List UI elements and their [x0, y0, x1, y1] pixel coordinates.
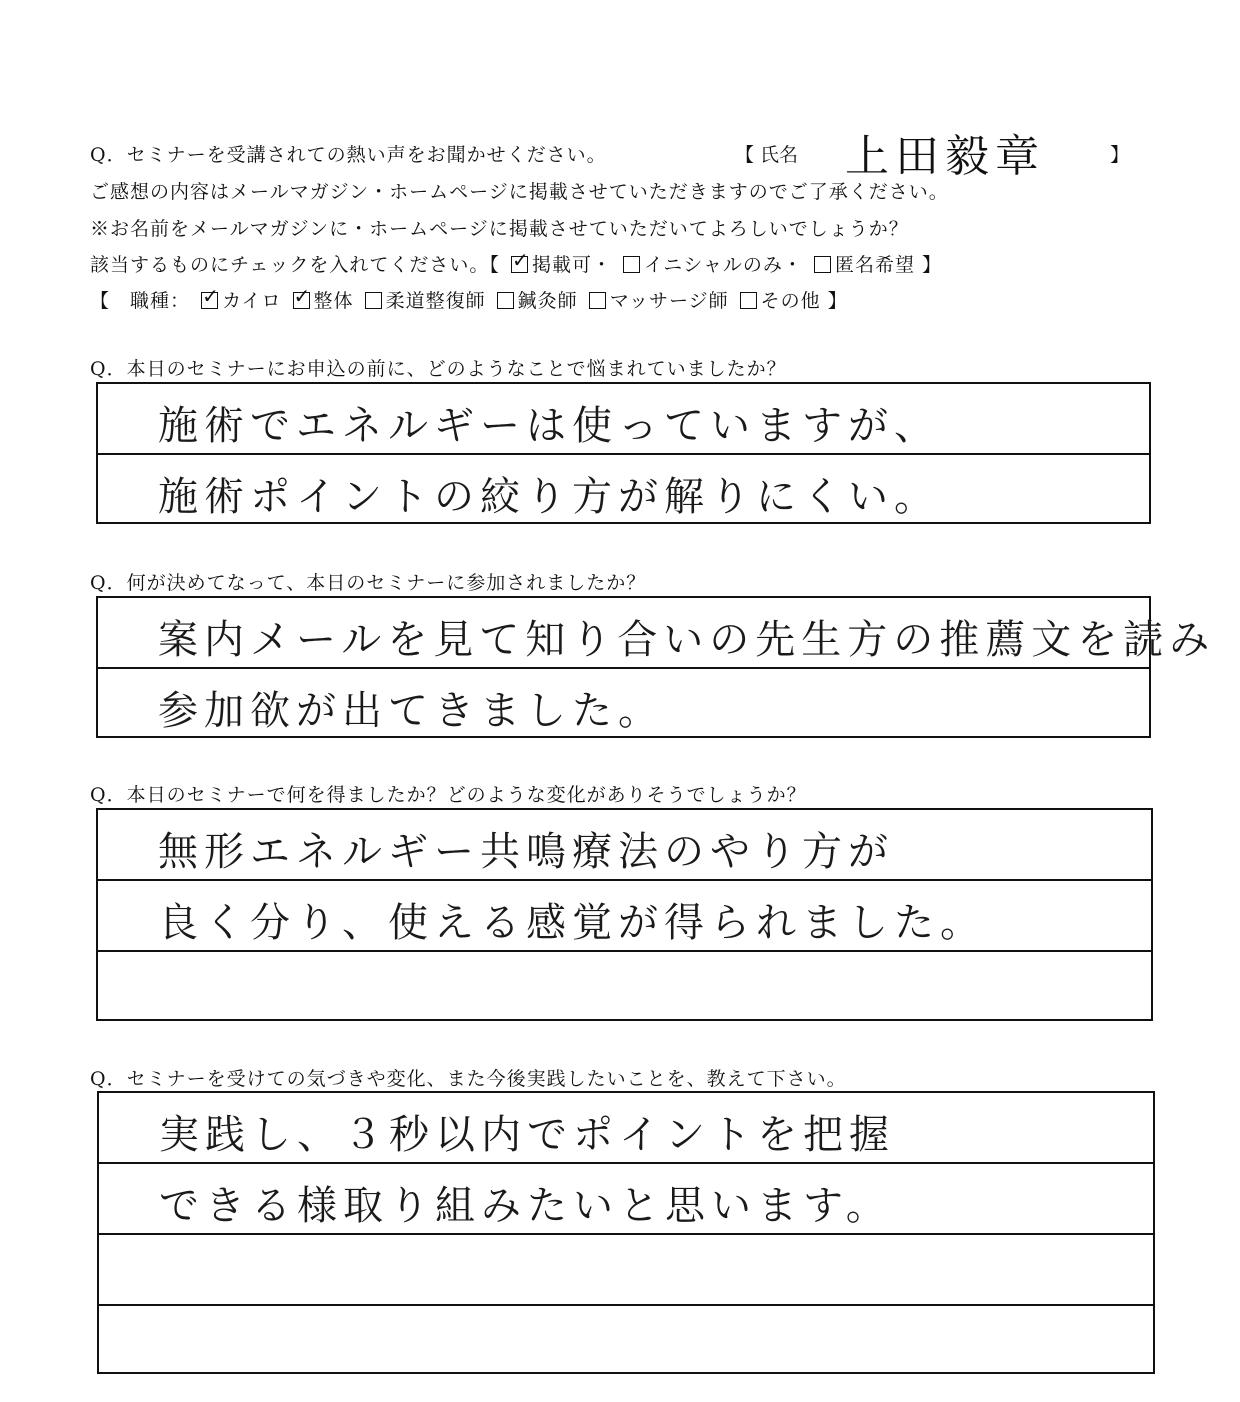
answer-box-4[interactable]: [97, 1091, 1155, 1374]
occupation-label-judo: 柔道整復師: [385, 290, 486, 312]
occupation-suffix: 】: [827, 290, 848, 312]
name-close: 】: [1110, 144, 1130, 166]
name-label: 【 氏名: [735, 144, 799, 166]
occupation-label-seitai: 整体: [313, 290, 354, 312]
occupation-label-massage: マッサージ師: [609, 290, 729, 312]
question-4: Q．セミナーを受けての気づきや変化、また今後実践したいことを、教えて下さい。: [90, 1068, 847, 1090]
checkbox-judo[interactable]: [365, 292, 382, 309]
question-3: Q．本日のセミナーで何を得ましたか？どのような変化がありそうでしょうか？: [90, 784, 807, 806]
occupation-label-acupuncture: 鍼灸師: [517, 290, 578, 312]
occupation-row: [90, 286, 848, 313]
answer-line[interactable]: [99, 1235, 1153, 1306]
notice-line: ご感想の内容はメールマガジン・ホームページに掲載させていただきますのでご了承ください。: [90, 181, 949, 203]
occupation-label-other: その他: [760, 290, 821, 312]
occupation-label-chiro: カイロ: [222, 290, 282, 312]
handwritten-answer: できる様取り組みたいと思います。: [159, 1183, 892, 1229]
checkbox-anonymous[interactable]: [814, 256, 831, 273]
consent-label-ok: 掲載可・: [531, 254, 612, 276]
checkbox-initials-only[interactable]: [623, 256, 640, 273]
answer-box-3[interactable]: [96, 808, 1153, 1021]
consent-label-anonymous: 匿名希望: [834, 254, 915, 276]
handwritten-answer: 案内メールを見て知り合いの先生方の推薦文を読み: [158, 617, 1216, 663]
consent-row: [90, 250, 942, 277]
checkbox-other[interactable]: [740, 292, 757, 309]
handwritten-answer: 施術でエネルギーは使っていますが、: [158, 403, 940, 449]
answer-line[interactable]: [98, 881, 1151, 952]
handwritten-answer: 無形エネルギー共鳴療法のやり方が: [158, 829, 894, 875]
occupation-prefix: 【 職種：: [90, 290, 191, 312]
intro-question: Q．セミナーを受講されての熱い声をお聞かせください。: [90, 144, 607, 166]
checkbox-chiro[interactable]: [201, 292, 218, 309]
handwritten-signature: 上田毅章: [845, 131, 1045, 182]
question-1: Q．本日のセミナーにお申込の前に、どのようなことで悩まれていましたか？: [90, 358, 787, 380]
checkbox-publish-ok[interactable]: [511, 256, 528, 273]
answer-box-2[interactable]: [96, 596, 1216, 738]
permission-question: ※お名前をメールマガジンに・ホームページに掲載させていただいてよろしいでしょうか？: [90, 218, 909, 240]
checkbox-seitai[interactable]: [293, 292, 310, 309]
consent-suffix: 】: [922, 254, 943, 276]
answer-line[interactable]: [98, 810, 1151, 881]
answer-line[interactable]: [98, 669, 1149, 738]
handwritten-answer: 良く分り、使える感覚が得られました。: [158, 900, 986, 946]
answer-line[interactable]: [99, 1164, 1153, 1235]
answer-line[interactable]: [99, 1306, 1153, 1372]
answer-line[interactable]: [98, 598, 1216, 669]
question-2: Q．何が決めてなって、本日のセミナーに参加されましたか？: [90, 572, 647, 594]
answer-line[interactable]: [98, 455, 1149, 524]
answer-box-1[interactable]: [96, 382, 1151, 524]
answer-line[interactable]: [98, 384, 1149, 455]
answer-line[interactable]: [99, 1093, 1153, 1164]
checkbox-massage[interactable]: [589, 292, 606, 309]
answer-line[interactable]: [98, 952, 1151, 1019]
handwritten-answer: 参加欲が出てきました。: [158, 688, 664, 734]
consent-prefix: 該当するものにチェックを入れてください。【: [90, 254, 500, 276]
handwritten-answer: 実践し、３秒以内でポイントを把握: [159, 1112, 895, 1158]
handwritten-answer: 施術ポイントの絞り方が解りにくい。: [158, 474, 940, 520]
consent-label-initials: イニシャルのみ・: [644, 254, 803, 276]
checkbox-acupuncture[interactable]: [497, 292, 514, 309]
